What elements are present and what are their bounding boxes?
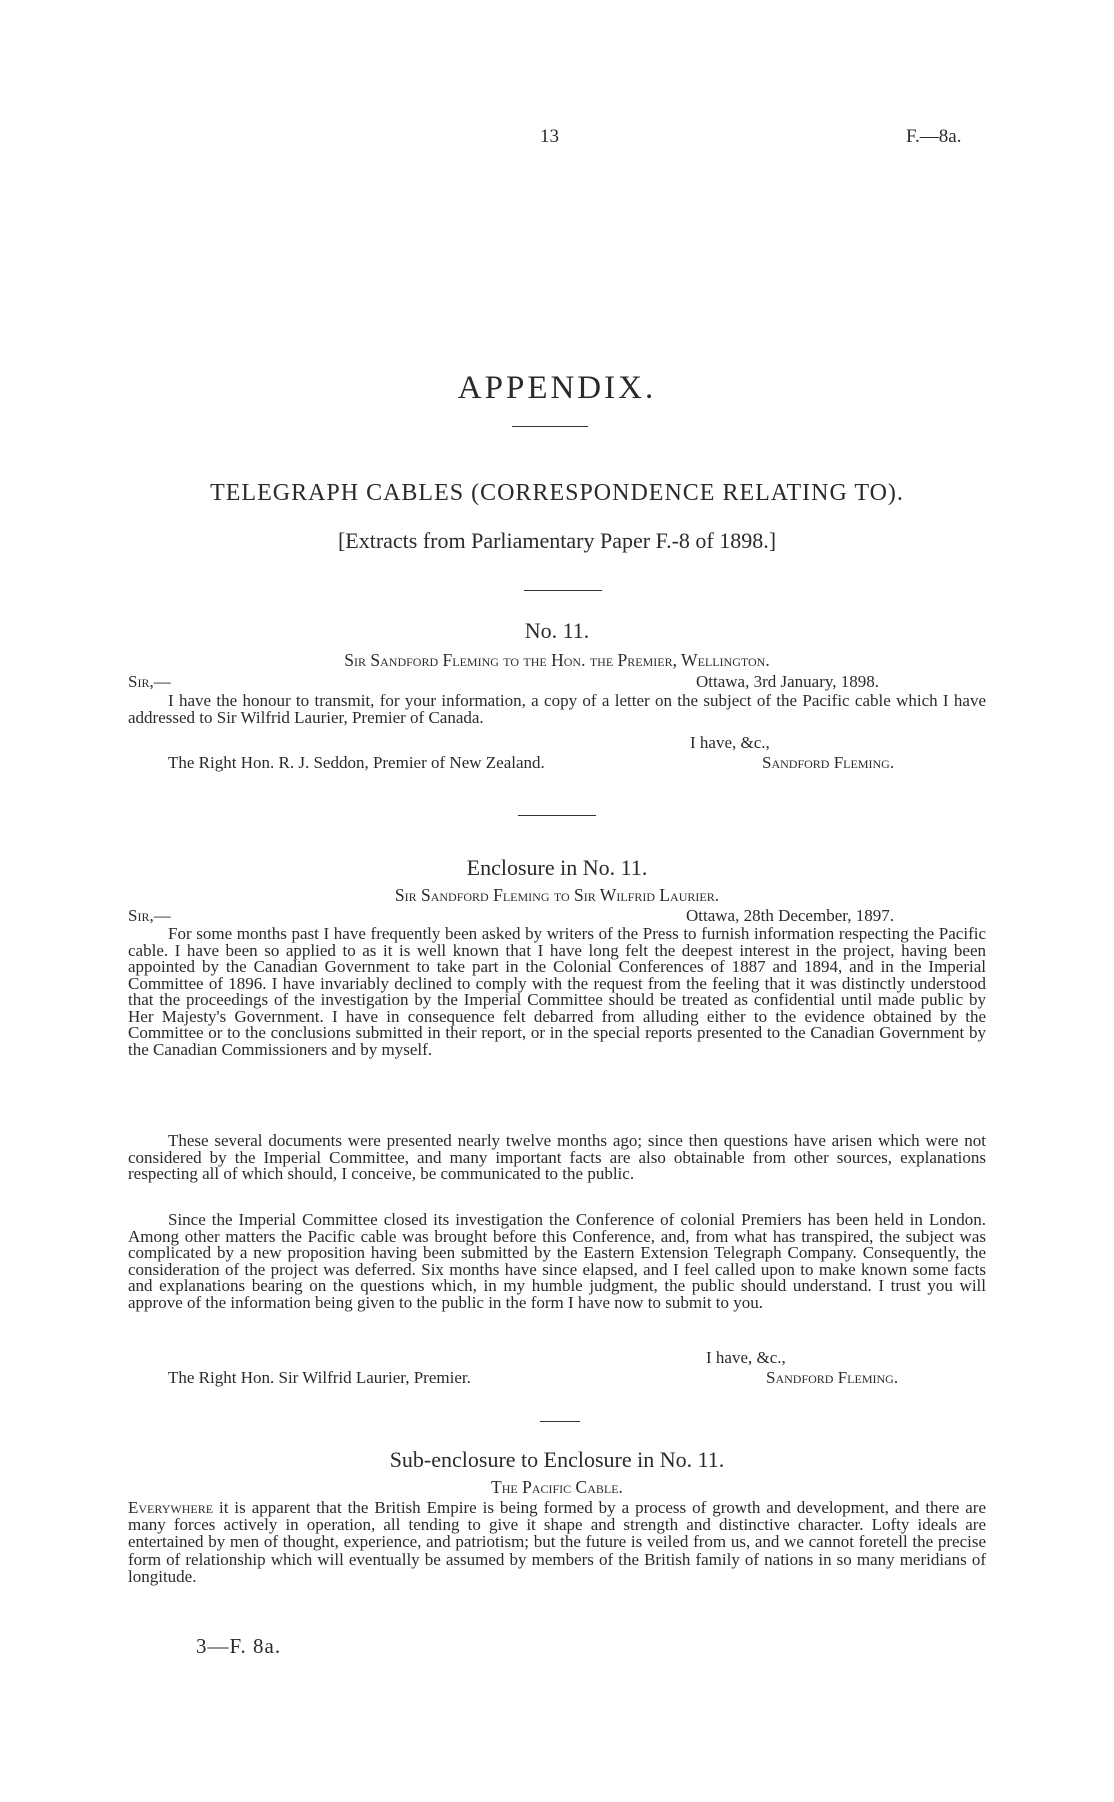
sub-enclosure-paragraph: Everywhere it is apparent that the British Empire is being formed by a process of growth and development, and there are many forces actively in operation, all tending to give it shape and strength and distinctive character. Lofty ideals are entertained by men of thought, experience, and patriotism; but the future is veiled from us, and we cannot foretell the precise form of relationship which will eventually be assumed by members of the British family of nations in so many meridians of longitude. [128,1498,987,1586]
enclosure-salutation: Sir,— [128,906,171,925]
enclosure-date: Ottawa, 28th December, 1897. [686,906,894,925]
enclosure-paragraph: These several documents were presented nearly twelve months ago; since then questions have arisen which were not considered by the Imperial Committee, and many important facts are also obtainable from other sources, explanations respecting all of which should, I conceive, be communicated to the public. [128,1131,986,1183]
enclosure-addressee: The Right Hon. Sir Wilfrid Laurier, Premier. [168,1368,471,1387]
section-divider [524,590,602,591]
letter-divider [518,815,596,816]
title-divider [512,426,588,427]
page-number: 13 [540,126,559,147]
sub-enclosure-title: Sub-enclosure to Enclosure in No. 11. [389,1447,725,1472]
extracts-note: [Extracts from Parliamentary Paper F.-8 of 1898.] [337,528,777,553]
enclosure-closing: I have, &c., [706,1348,786,1367]
paper-reference: F.—8a. [906,126,962,147]
signature-mark: 3—F. 8a. [196,1634,282,1658]
lead-word: Everywhere [128,1498,214,1517]
enclosure-signature: Sandford Fleming. [766,1368,899,1387]
letter-number: No. 11. [524,618,590,643]
section-title: TELEGRAPH CABLES (CORRESPONDENCE RELATING TO). [210,480,904,506]
letter-body: I have the honour to transmit, for your information, a copy of a letter on the subject of the Pacific cable which I have addressed to Sir Wilfrid Laurier, Premier of Canada. [128,691,986,727]
letter-salutation: Sir,— [128,672,171,691]
enclosure-divider [540,1421,580,1422]
letter-date: Ottawa, 3rd January, 1898. [696,672,880,691]
letter-addressee: The Right Hon. R. J. Seddon, Premier of New Zealand. [168,753,545,772]
sub-enclosure-subtitle: The Pacific Cable. [491,1477,623,1497]
enclosure-paragraph: For some months past I have frequently been asked by writers of the Press to furnish information respecting the Pacific cable. I have been so applied to as it is well known that I have long felt the deepest interest in the project, having been appointed by the Canadian Government to take part in the Colonial Conferences of 1887 and 1894, and in the Imperial Committee of 1896. I have invariably declined to comply with the request from the feeling that it was distinctly understood that the proceedings of the investigation by the Imperial Committee should be treated as confidential until made public by Her Majesty's Government. I have in consequence felt debarred from alluding either to the evidence obtained by the Committee or to the conclusions submitted in their report, or in the special reports presented to the Canadian Government by the Canadian Commissioners and by myself. [128,924,986,1059]
appendix-title: APPENDIX. [457,370,657,406]
letter-heading: Sir Sandford Fleming to the Hon. the Premier, Wellington. [344,650,770,670]
letter-closing: I have, &c., [690,733,770,752]
letter-signature: Sandford Fleming. [762,753,895,772]
enclosure-paragraph: Since the Imperial Committee closed its investigation the Conference of colonial Premiers has been held in London. Among other matters the Pacific cable was brought before this Conference, and, from what has transpired, the subject was complicated by a new proposition having been submitted by the Eastern Extension Telegraph Company. Consequently, the consideration of the project was deferred. Six months have since elapsed, and I feel called upon to make known some facts and explanations bearing on the questions which, in my humble judgment, the public should understand. I trust you will approve of the information being given to the public in the form I have now to submit to you. [128,1210,986,1312]
enclosure-heading: Sir Sandford Fleming to Sir Wilfrid Laurier. [394,885,720,905]
enclosure-title: Enclosure in No. 11. [466,855,648,880]
